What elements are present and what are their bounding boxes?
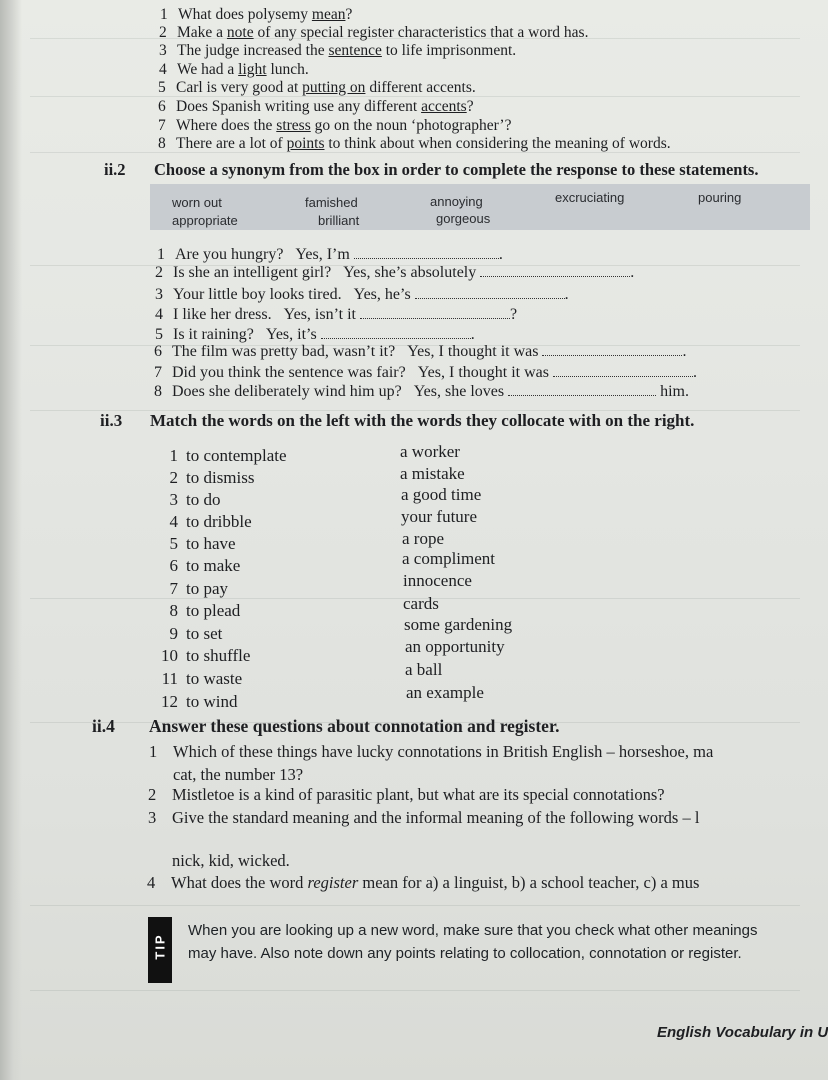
list-item: 3 The judge increased the sentence to life imprisonment.	[159, 42, 517, 59]
question-item: 1 Which of these things have lucky connotations in British English – horseshoe, ma	[149, 742, 714, 761]
list-item: 2 Make a note of any special register characteristics that a word has.	[159, 24, 589, 41]
match-right-item: an opportunity	[405, 637, 505, 656]
tip-text-line: may have. Also note down any points relating to collocation, connotation or register.	[188, 945, 742, 962]
question-item-continued: nick, kid, wicked.	[172, 851, 290, 870]
match-right-item: a good time	[401, 485, 482, 504]
match-left-item: 3 to do	[169, 490, 221, 509]
box-word: appropriate	[172, 213, 238, 228]
tip-text-line: When you are looking up a new word, make sure that you check what other meanings	[188, 922, 758, 939]
match-right-item: a ball	[405, 660, 443, 679]
list-item: 6 Does Spanish writing use any different accents?	[158, 98, 474, 115]
question-item: 2 Mistletoe is a kind of parasitic plant, but what are its special connotations?	[148, 785, 665, 804]
tip-label: TIP	[152, 933, 168, 960]
list-item: 4 I like her dress. Yes, isn’t it ?	[155, 306, 518, 323]
list-item: 7 Where does the stress go on the noun ‘photographer’?	[158, 117, 512, 134]
page-rule	[30, 990, 800, 991]
match-right-item: a mistake	[400, 464, 465, 483]
match-right-item: some gardening	[404, 615, 513, 634]
list-item: 4 We had a light lunch.	[159, 61, 309, 78]
box-word: annoying	[430, 194, 483, 209]
word-box	[150, 184, 810, 230]
list-item: 1 Are you hungry? Yes, I’m .	[157, 246, 503, 263]
list-item: 3 Your little boy looks tired. Yes, he’s .	[155, 286, 569, 303]
list-item: 8 There are a lot of points to think about when considering the meaning of words.	[158, 135, 671, 152]
list-item: 5 Is it raining? Yes, it’s .	[155, 326, 475, 343]
box-word: gorgeous	[436, 211, 491, 226]
match-left-item: 7 to pay	[169, 579, 229, 598]
match-left-item: 6 to make	[169, 556, 241, 575]
match-right-item: an example	[406, 683, 484, 702]
page-footer: English Vocabulary in U	[657, 1024, 828, 1041]
exercise-ii4-heading: ii.4 Answer these questions about connotation and register.	[92, 716, 560, 736]
box-word: worn out	[172, 195, 222, 210]
book-binding-shadow	[0, 0, 22, 1080]
match-right-item: cards	[403, 594, 439, 613]
box-word: brilliant	[318, 213, 360, 228]
list-item: 5 Carl is very good at putting on different accents.	[158, 79, 476, 96]
question-item: 4 What does the word register mean for a) a linguist, b) a school teacher, c) a mus	[147, 873, 700, 892]
question-item-continued: cat, the number 13?	[173, 765, 304, 784]
page-rule	[30, 905, 800, 906]
list-item: 7 Did you think the sentence was fair? Yes, I thought it was .	[154, 364, 697, 381]
match-left-item: 11 to waste	[161, 669, 243, 688]
match-right-item: a worker	[400, 442, 460, 461]
match-left-item: 8 to plead	[169, 601, 241, 620]
match-right-item: your future	[401, 507, 478, 526]
match-right-item: a rope	[402, 529, 445, 548]
box-word: excruciating	[555, 190, 625, 205]
match-left-item: 10 to shuffle	[161, 646, 251, 665]
list-item: 2 Is she an intelligent girl? Yes, she’s absolutely .	[155, 264, 635, 281]
match-left-item: 9 to set	[169, 624, 223, 643]
match-left-item: 4 to dribble	[169, 512, 252, 531]
list-item: 1 What does polysemy mean?	[160, 6, 353, 23]
list-item: 8 Does she deliberately wind him up? Yes, she loves him.	[154, 383, 689, 400]
match-left-item: 12 to wind	[161, 692, 238, 711]
match-right-item: innocence	[403, 571, 472, 590]
match-left-item: 5 to have	[169, 534, 236, 553]
match-left-item: 1 to contemplate	[169, 446, 287, 465]
exercise-ii3-heading: ii.3 Match the words on the left with the words they collocate with on the right.	[100, 411, 695, 430]
question-item: 3 Give the standard meaning and the informal meaning of the following words – l	[148, 808, 700, 827]
match-right-item: a compliment	[402, 549, 496, 568]
tip-badge	[148, 917, 172, 983]
match-left-item: 2 to dismiss	[169, 468, 255, 487]
list-item: 6 The film was pretty bad, wasn’t it? Yes, I thought it was .	[154, 343, 687, 360]
box-word: famished	[305, 195, 358, 210]
exercise-ii2-heading: ii.2 Choose a synonym from the box in order to complete the response to these statements.	[104, 160, 759, 179]
box-word: pouring	[698, 190, 742, 205]
